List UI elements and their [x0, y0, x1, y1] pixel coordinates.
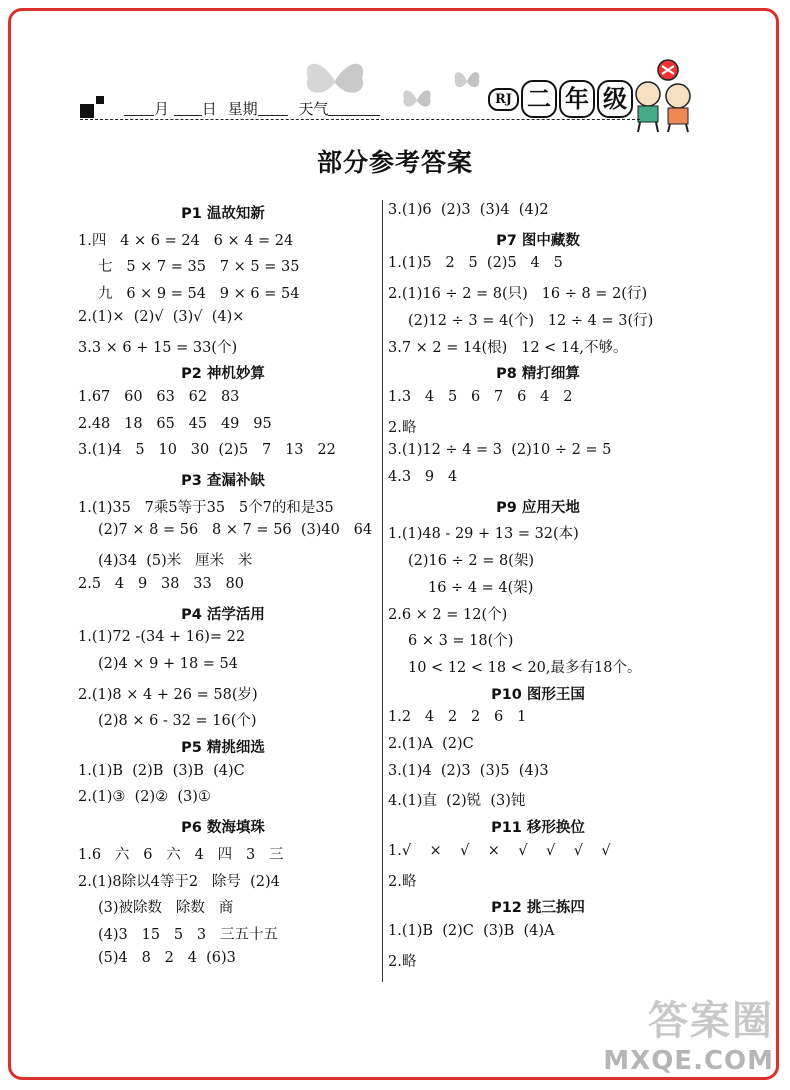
- answer-line: 1.(1)5 2 5 (2)5 4 5: [388, 255, 563, 272]
- answer-line: 九 6 × 9 = 54 9 × 6 = 54: [98, 286, 300, 303]
- section-heading: P12 挑三拣四: [491, 900, 585, 917]
- answer-line: 1.(1)35 7乘5等于35 5个7的和是35: [78, 499, 334, 516]
- answer-line: (2)4 × 9 + 18 = 54: [98, 655, 238, 672]
- answer-line: 1.(1)72 -(34 + 16)= 22: [78, 629, 246, 646]
- answer-line: 1.3 4 5 6 7 6 4 2: [388, 388, 573, 405]
- answer-line: 1.6 六 6 六 4 四 3 三: [78, 846, 284, 863]
- answer-line: 1.√ × √ × √ √ √ √: [388, 842, 611, 859]
- day-blank[interactable]: [174, 101, 202, 116]
- section-heading: P11 移形换位: [491, 820, 585, 837]
- grade-badge: [488, 80, 633, 118]
- answer-line: 1.(1)48 - 29 + 13 = 32(本): [388, 526, 579, 543]
- butterfly-right-icon: [452, 68, 482, 94]
- section-heading: P9 应用天地: [496, 499, 580, 516]
- answer-line: (2)16 ÷ 2 = 8(架): [408, 553, 534, 570]
- section-heading: P5 精挑细选: [181, 740, 265, 756]
- answer-line: 1.四 4 × 6 = 24 6 × 4 = 24: [78, 232, 294, 249]
- answer-line: 6 × 3 = 18(个): [408, 633, 514, 650]
- answer-line: 2.6 × 2 = 12(个): [388, 606, 508, 623]
- answer-line: 1.(1)B (2)B (3)B (4)C: [78, 762, 245, 779]
- corner-block-icon: [80, 96, 104, 118]
- weather-label: 天气: [298, 100, 329, 118]
- section-heading: P4 活学活用: [181, 606, 265, 623]
- answer-line: 2.(1)16 ÷ 2 = 8(只) 16 ÷ 8 = 2(行): [388, 286, 648, 303]
- page-title: 部分参考答案: [316, 148, 473, 177]
- answer-line: (5)4 8 2 4 (6)3: [98, 949, 236, 966]
- answer-line: 2.(1)③ (2)② (3)①: [78, 789, 211, 806]
- answer-line: 4.(1)直 (2)锐 (3)钝: [388, 793, 526, 810]
- answer-line: 10 < 12 < 18 < 20,最多有18个。: [408, 659, 642, 676]
- answer-line: 3.(1)4 5 10 30 (2)5 7 13 22: [78, 442, 336, 459]
- answer-line: 2.(1)8除以4等于2 除号 (2)4: [78, 873, 280, 890]
- weekday-blank[interactable]: [258, 101, 288, 116]
- answer-line: (3)被除数 除数 商: [98, 900, 234, 917]
- answer-line: 2.略: [388, 953, 417, 970]
- section-heading: P1 温故知新: [181, 206, 265, 222]
- section-heading: P3 查漏补缺: [181, 473, 265, 489]
- answer-line: (2)8 × 6 - 32 = 16(个): [98, 713, 257, 730]
- grade-char-3: 级: [597, 80, 633, 118]
- month-blank[interactable]: [124, 101, 154, 116]
- answer-line: 2.(1)A (2)C: [388, 736, 474, 752]
- section-heading: P7 图中藏数: [496, 232, 580, 249]
- section-heading: P10 图形王国: [491, 686, 585, 703]
- answer-line: 3.(1)6 (2)3 (3)4 (4)2: [388, 202, 549, 218]
- section-heading: P2 神机妙算: [181, 366, 265, 383]
- grade-char-2: 年: [559, 80, 595, 118]
- answer-line: 2.(1)8 × 4 + 26 = 58(岁): [78, 686, 258, 703]
- answer-line: (2)7 × 8 = 56 8 × 7 = 56 (3)40 64: [98, 522, 373, 539]
- answer-line: 2.略: [388, 873, 417, 890]
- date-fields: [124, 98, 380, 119]
- weather-blank[interactable]: [328, 101, 380, 116]
- answer-line: 16 ÷ 4 = 4(架): [428, 579, 534, 596]
- answer-line: 1.(1)B (2)C (3)B (4)A: [388, 922, 555, 939]
- answer-line: (4)34 (5)米 厘米 米: [98, 553, 253, 570]
- watermark-url: MXQE.COM: [603, 1046, 774, 1076]
- answer-line: 3.(1)4 (2)3 (3)5 (4)3: [388, 762, 549, 779]
- answer-line: 1.2 4 2 2 6 1: [388, 709, 527, 726]
- day-label: 日: [201, 100, 217, 118]
- header-dashed-line: [80, 119, 640, 120]
- weekday-label: 星期: [227, 100, 258, 118]
- grade-char-1: 二: [521, 80, 557, 118]
- rj-label: RJ: [488, 88, 519, 111]
- answer-line: (4)3 15 5 3 三五十五: [98, 926, 278, 943]
- watermark: [603, 989, 774, 1076]
- answer-line: 2.(1)× (2)√ (3)√ (4)×: [78, 308, 245, 325]
- section-heading: P6 数海填珠: [181, 820, 265, 837]
- answer-line: 1.67 60 63 62 83: [78, 388, 240, 405]
- answer-line: 3.7 × 2 = 14(根) 12 < 14,不够。: [388, 339, 628, 356]
- month-label: 月: [154, 100, 170, 118]
- answer-line: 3.3 × 6 + 15 = 33(个): [78, 339, 238, 356]
- answer-line: 4.3 9 4: [388, 469, 458, 485]
- answer-line: 3.(1)12 ÷ 4 = 3 (2)10 ÷ 2 = 5: [388, 442, 612, 459]
- answer-line: 七 5 × 7 = 35 7 × 5 = 35: [98, 259, 300, 276]
- watermark-logo: 答案圈: [648, 998, 774, 1044]
- answer-line: 2.5 4 9 38 33 80: [78, 575, 244, 592]
- section-heading: P8 精打细算: [496, 366, 580, 383]
- answer-line: 2.略: [388, 419, 417, 436]
- answer-line: 2.48 18 65 45 49 95: [78, 415, 272, 432]
- column-divider: [382, 200, 383, 982]
- answer-line: (2)12 ÷ 3 = 4(个) 12 ÷ 4 = 3(行): [408, 312, 654, 329]
